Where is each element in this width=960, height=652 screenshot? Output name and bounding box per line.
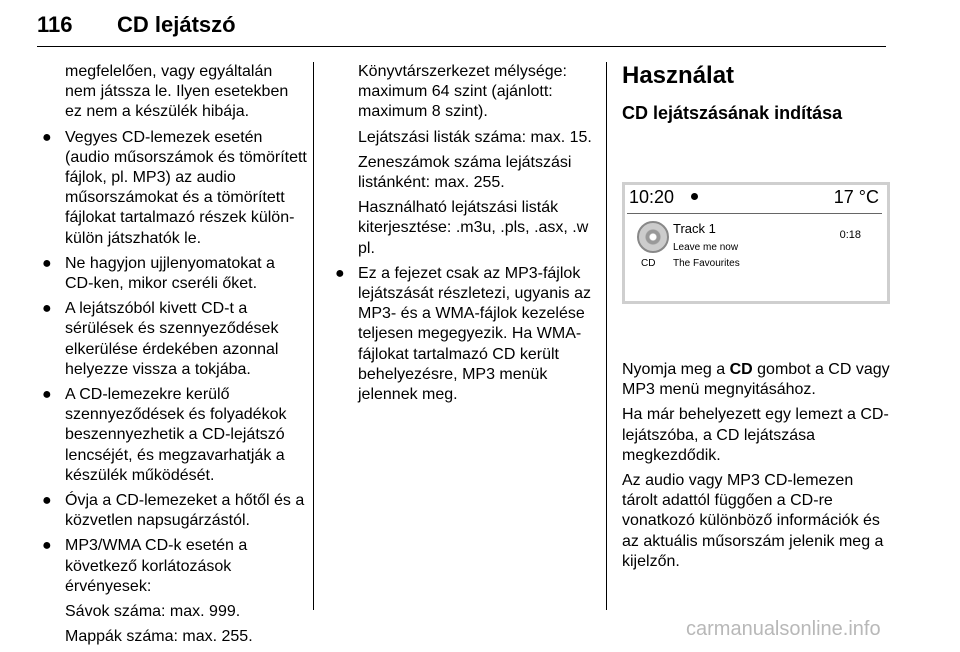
chapter-title: CD lejátszó <box>117 12 236 37</box>
cd-button-label: CD <box>729 361 753 378</box>
limit-text: Használható lejátszási listák kiterjesztése: .m3u, .pls, .asx, .w pl. <box>358 199 589 257</box>
infotainment-screen <box>622 182 890 304</box>
track-name: Track 1 <box>673 221 716 236</box>
temperature-display: 17 °C <box>833 187 879 207</box>
bullet-item <box>330 264 595 405</box>
clock-display: 10:20 <box>629 187 675 207</box>
page-number: 116 <box>37 12 73 37</box>
column-divider <box>313 62 314 610</box>
status-dot-icon <box>691 193 698 200</box>
bullet-item <box>37 536 307 597</box>
section-heading: Használat <box>622 62 735 89</box>
bullet-text: Ez a fejezet csak az MP3-fájlok lejátszását részletezi, ugyanis az MP3- és a WMA-fájlok kezelése teljesen megegyezik. Ha WMA-fájlokat tartalmazó CD került behelyezésre, MP3 menük jelennek meg. <box>358 264 591 404</box>
bullet-item <box>37 491 307 531</box>
artist-name: The Favourites <box>673 258 740 269</box>
song-title: Leave me now <box>673 242 739 253</box>
intro-text: megfelelően, vagy egyáltalán nem játssza le. Ilyen esetekben ez nem a készülék hibája. <box>65 63 289 121</box>
text-span: gombot a CD vagy MP3 menü megnyitásához. <box>622 361 890 399</box>
bullet-dot: ● <box>335 264 345 282</box>
bullet-text: A CD-lemezekre kerülő szennyeződések és folyadékok beszennyezhetik a CD-lejátszó lencséjét, és megzavarhatják a készülék működését. <box>65 386 287 484</box>
column-1 <box>37 62 307 652</box>
source-label: CD <box>641 258 656 269</box>
header-rule <box>37 46 886 47</box>
limit-text: Mappák száma: max. 255. <box>65 628 253 646</box>
bullet-dot: ● <box>42 537 52 555</box>
bullet-text: Óvja a CD-lemezeket a hőtől és a közvetlen napsugárzástól. <box>65 492 305 530</box>
watermark: carmanualsonline.info <box>686 618 881 640</box>
subsection-heading: CD lejátszásának indítása <box>622 103 843 123</box>
paragraph: Az audio vagy MP3 CD-lemezen tárolt adattól függően a CD-re vonatkozó különböző információk és az aktuális műsorszám jelenik meg a kijelzőn. <box>622 472 884 570</box>
display-illustration <box>622 134 892 354</box>
bullet-item <box>37 128 307 249</box>
column-2 <box>330 62 595 410</box>
page-header <box>37 6 886 46</box>
limit-text: Lejátszási listák száma: max. 15. <box>358 128 592 146</box>
bullet-item <box>37 254 307 294</box>
bullet-dot: ● <box>42 128 52 146</box>
cd-disc-icon <box>637 221 669 253</box>
column-divider <box>606 62 607 610</box>
bullet-dot: ● <box>42 300 52 318</box>
paragraph <box>622 360 892 400</box>
limit-text: Zeneszámok száma lejátszási listánként: max. 255. <box>358 153 572 192</box>
bullet-item <box>37 299 307 380</box>
screen-divider <box>627 213 882 214</box>
bullet-dot: ● <box>42 492 52 510</box>
bullet-item <box>37 385 307 486</box>
text-span: Nyomja meg a <box>622 361 730 378</box>
bullet-text: Vegyes CD-lemezek esetén (audio műsorszámok és tömörített fájlok, pl. MP3) az audio műsorszámokat és a tömörített fájlokat tartalmazó részek külön-külön játszhatók le. <box>65 128 307 247</box>
bullet-dot: ● <box>42 254 52 272</box>
paragraph: Ha már behelyezett egy lemezt a CD-lejátszóba, a CD lejátszása megkezdődik. <box>622 406 889 464</box>
limit-text: Sávok száma: max. 999. <box>65 603 241 621</box>
bullet-dot: ● <box>42 386 52 404</box>
limit-text: Könyvtárszerkezet mélysége: maximum 64 szint (ajánlott: maximum 8 szint). <box>358 63 567 121</box>
bullet-text: Ne hagyjon ujjlenyomatokat a CD-ken, mikor cseréli őket. <box>65 254 275 293</box>
bullet-text: A lejátszóból kivett CD-t a sérülések és szennyeződések elkerülése érdekében azonnal helyezze vissza a tokjába. <box>65 300 279 378</box>
elapsed-time: 0:18 <box>839 229 861 241</box>
bullet-text: MP3/WMA CD-k esetén a következő korlátozások érvényesek: <box>65 537 248 595</box>
column-3 <box>622 62 892 577</box>
